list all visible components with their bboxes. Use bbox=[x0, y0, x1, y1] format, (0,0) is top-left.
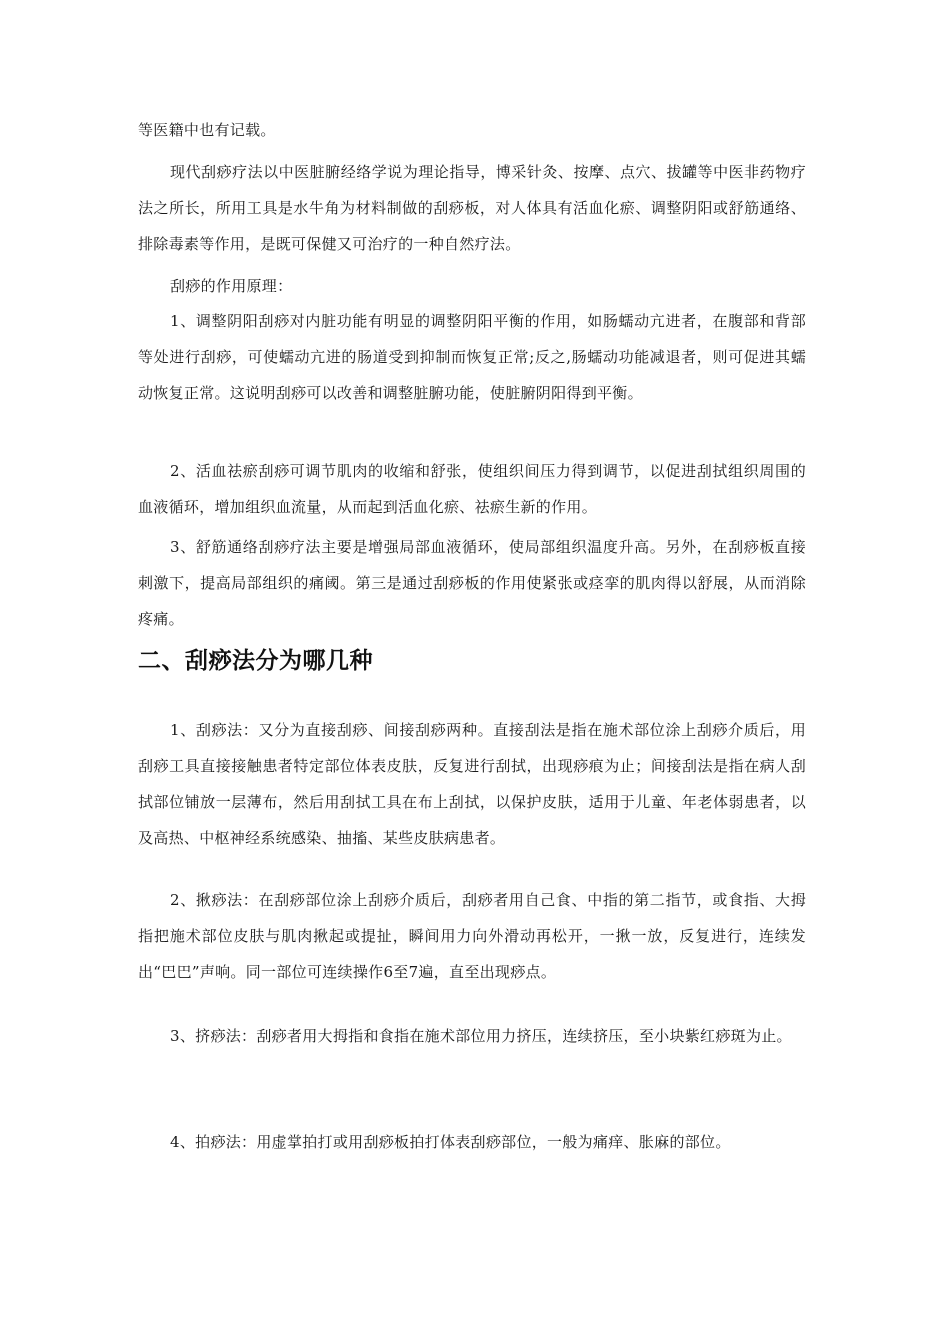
paragraph-method-2: 2、揪痧法：在刮痧部位涂上刮痧介质后，刮痧者用自己食、中指的第二指节，或食指、大拇指把施术部位皮肤与肌肉揪起或提扯，瞬间用力向外滑动再松开，一揪一放，反复进行，连续发出“巴巴”声响。同一部位可连续操作6至7遍，直至出现痧点。 bbox=[138, 891, 806, 981]
paragraph-principles-label: 刮痧的作用原理： bbox=[170, 277, 293, 295]
paragraph-principle-1: 1、调整阴阳刮痧对内脏功能有明显的调整阴阳平衡的作用，如肠蠕动亢进者，在腹部和背部等处进行刮痧，可使蠕动亢进的肠道受到抑制而恢复正常;反之,肠蠕动功能减退者，则可促进其蠕动恢复正常。这说明刮痧可以改善和调整脏腑功能，使脏腑阴阳得到平衡。 bbox=[138, 312, 806, 402]
paragraph-principle-3: 3、舒筋通络刮痧疗法主要是增强局部血液循环，使局部组织温度升高。另外，在刮痧板直接刺激下，提高局部组织的痛阈。第三是通过刮痧板的作用使紧张或痉挛的肌肉得以舒展，从而消除疼痛。 bbox=[138, 538, 806, 628]
paragraph-method-4: 4、拍痧法：用虚掌拍打或用刮痧板拍打体表刮痧部位，一般为痛痒、胀麻的部位。 bbox=[170, 1133, 731, 1151]
paragraph-modern-gua-sha: 现代刮痧疗法以中医脏腑经络学说为理论指导，博采针灸、按摩、点穴、拔罐等中医非药物疗法之所长，所用工具是水牛角为材料制做的刮痧板，对人体具有活血化瘀、调整阴阳或舒筋通络、排除毒素等作用，是既可保健又可治疗的一种自然疗法。 bbox=[138, 163, 806, 253]
paragraph-principle-2: 2、活血祛瘀刮痧可调节肌肉的收缩和舒张，使组织间压力得到调节，以促进刮拭组织周围的血液循环，增加组织血流量，从而起到活血化瘀、祛瘀生新的作用。 bbox=[138, 462, 806, 516]
paragraph-method-1: 1、刮痧法：又分为直接刮痧、间接刮痧两种。直接刮法是指在施术部位涂上刮痧介质后，用刮痧工具直接接触患者特定部位体表皮肤，反复进行刮拭，出现痧痕为止；间接刮法是指在病人刮拭部位铺放一层薄布，然后用刮拭工具在布上刮拭，以保护皮肤，适用于儿童、年老体弱患者，以及高热、中枢神经系统感染、抽搐、某些皮肤病患者。 bbox=[138, 721, 806, 847]
paragraph-continuation: 等医籍中也有记载。 bbox=[138, 121, 276, 139]
section-heading: 二、刮痧法分为哪几种 bbox=[138, 648, 373, 674]
paragraph-method-3: 3、挤痧法：刮痧者用大拇指和食指在施术部位用力挤压，连续挤压，至小块紫红痧斑为止。 bbox=[170, 1027, 792, 1045]
